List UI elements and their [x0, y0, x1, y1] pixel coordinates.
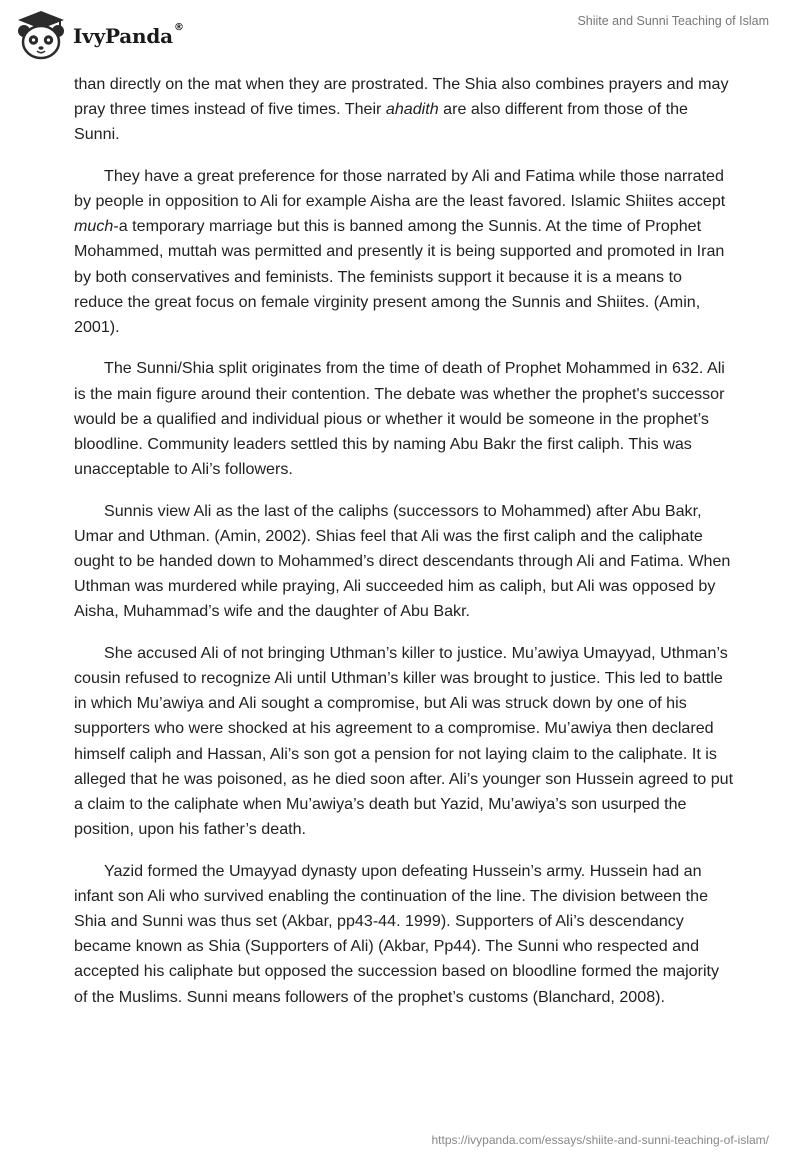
logo[interactable] [14, 9, 184, 61]
italic-term: much [74, 217, 114, 236]
paragraph-6: Yazid formed the Umayyad dynasty upon defeating Hussein’s army. Hussein had an infant son Ali who survived enabling the continuation of the line. The division between the Shia and Sunni was thus set (Akbar, pp43-44. 1999). Supporters of Ali’s descendancy became known as Shia (Supporters of Ali) (Akbar, Pp44). The Sunni who respected and accepted his caliphate but opposed the succession based on bloodline formed the majority of the Muslims. Sunni means followers of the prophet’s customs (Blanchard, 2008). [74, 861, 720, 1006]
paragraph-3: The Sunni/Shia split originates from the time of death of Prophet Mohammed in 632. Ali is the main figure around their contention. The debate was whether the prophet's successor would be a qualified and individual pious or whether it would be someone in the prophet’s bloodline. Community leaders settled this by naming Abu Bakr the first caliph. This was unacceptable to Ali’s followers. [74, 359, 725, 479]
panda-logo-icon [14, 9, 68, 61]
paragraph-4: Sunnis view Ali as the last of the caliphs (successors to Mohammed) after Abu Bakr, Umar and Uthman. (Amin, 2002). Shias feel that Ali was the first caliph and the caliphate ought to be handed down to Mohammed’s direct descendants through Ali and Fatima. When Uthman was murdered while praying, Ali succeeded him as caliph, but Ali was opposed by Aisha, Muhammad’s wife and the daughter of Abu Bakr. [74, 501, 731, 621]
paragraph-5: She accused Ali of not bringing Uthman’s killer to justice. Mu’awiya Umayyad, Uthman’s cousin refused to recognize Ali until Uthman’s killer was brought to justice. This led to battle in which Mu’awiya and Ali sought a compromise, but Ali was struck down by one of his supporters who were shocked at his agreement to a compromise. Mu’awiya then declared himself caliph and Hassan, Ali’s son got a pension for not laying claim to the caliphate. It is alleged that he was poisoned, as he died soon after. Ali’s younger son Hussein agreed to put a claim to the caliphate when Mu’awiya’s death but Yazid, Mu’awiya’s son usurped the position, upon his father’s death. [74, 643, 734, 839]
essay-body [74, 72, 734, 1026]
document-title: Shiite and Sunni Teaching of Islam [577, 14, 769, 28]
paragraph-1: than directly on the mat when they are prostrated. The Shia also combines prayers and may pray three times instead of five times. Their ahadith are also different from those of the Sunni. [74, 75, 729, 144]
registered-mark: ® [173, 22, 184, 33]
logo-text: IvyPanda® [73, 22, 184, 48]
page-header [0, 0, 800, 70]
paragraph-2: They have a great preference for those narrated by Ali and Fatima while those narrated by people in opposition to Ali for example Aisha are the least favored. Islamic Shiites accept much-a temporary marriage but this is banned among the Sunnis. At the time of Prophet Mohammed, muttah was permitted and presently it is being supported and promoted in Iran by both conservatives and feminists. The feminists support it because it is a means to reduce the great focus on female virginity present among the Sunnis and Shiites. (Amin, 2001). [74, 166, 726, 337]
italic-term: ahadith [385, 100, 439, 119]
source-url[interactable]: https://ivypanda.com/essays/shiite-and-sunni-teaching-of-islam/ [431, 1133, 769, 1147]
